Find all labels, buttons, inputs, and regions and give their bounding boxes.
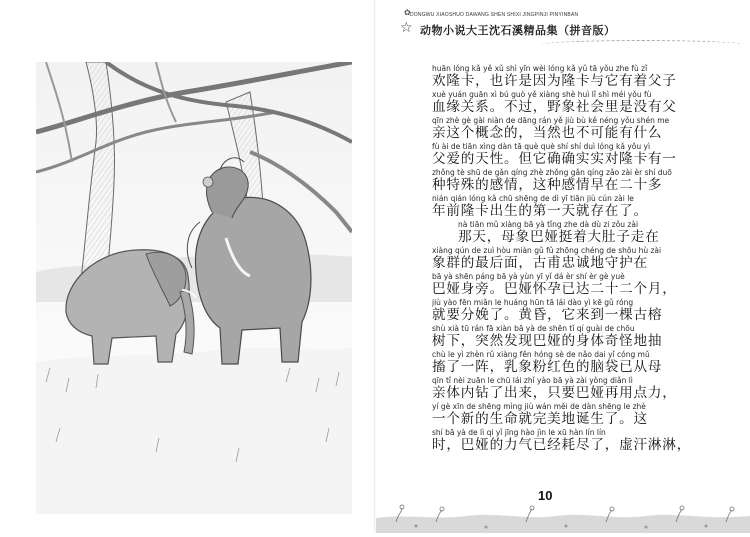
series-pinyin: DONGWU XIAOSHUO DAWANG SHEN SHIXI JINGPINJI PINYINBAN: [410, 12, 579, 18]
pinyin-line: fù ài de tiān xìng dàn tā què què shí shí duì lóng kǎ yǒu yì: [432, 142, 651, 151]
pinyin-line: shù xià tū rán fā xiàn bā yà de shēn tǐ qí guài de chōu: [432, 324, 635, 333]
chinese-line: 时，巴娅的力气已经耗尽了，虚汗淋淋，: [432, 437, 692, 453]
chinese-line: 种特殊的感情，这种感情早在二十多: [432, 177, 663, 193]
star-icon: ☆: [400, 20, 413, 36]
pinyin-line: nà tiān mǔ xiàng bā yà tǐng zhe dà dù zi zǒu zài: [458, 220, 639, 229]
pinyin-line: shí bā yà de lì qi yǐ jīng hào jìn le xū hàn lín lín: [432, 428, 606, 437]
elephants-illustration: [36, 62, 352, 514]
chinese-line: 亲体内钻了出来，只要巴娅再用点力，: [432, 385, 677, 401]
text-line: [432, 350, 688, 376]
pinyin-line: zhǒng tè shū de gǎn qíng zhè zhǒng gǎn qíng zǎo zài èr shí duō: [432, 168, 672, 177]
page-gutter: [374, 0, 376, 533]
pinyin-line: yí gè xīn de shēng mìng jiù wán měi de dàn shēng le zhè: [432, 402, 646, 411]
text-line: [432, 90, 688, 116]
series-title: 动物小说大王沈石溪精品集（拼音版）: [420, 24, 616, 37]
chinese-line: 亲这个概念的，当然也不可能有什么: [432, 125, 663, 141]
text-line: [432, 116, 688, 142]
text-line: [432, 402, 688, 428]
text-line: [432, 142, 688, 168]
chinese-line: 年前隆卡出生的第一天就存在了。: [432, 203, 648, 219]
text-line: [432, 246, 688, 272]
story-text: [432, 64, 692, 454]
text-line: [432, 168, 688, 194]
chinese-line: 父爱的天性。但它确确实实对隆卡有一: [432, 151, 677, 167]
footer-decoration: [376, 500, 750, 533]
pinyin-line: jiù yào fēn miǎn le huáng hūn tā lái dào yì kē gǔ róng: [432, 298, 634, 307]
pinyin-line: chù le yì zhèn rǔ xiàng fěn hóng sè de nǎo dai yǐ cóng mǔ: [432, 350, 650, 359]
text-line: [432, 298, 688, 324]
text-line: [432, 220, 688, 246]
text-line: [432, 272, 688, 298]
header-decoration: [542, 40, 742, 49]
chinese-line: 血缘关系。不过，野象社会里是没有父: [432, 99, 677, 115]
page-header: [392, 4, 742, 54]
chinese-line: 树下，突然发现巴娅的身体奇怪地抽: [432, 333, 663, 349]
text-line: [432, 194, 688, 220]
text-line: [432, 376, 688, 402]
chinese-line: 欢隆卡，也许是因为隆卡与它有着父子: [432, 73, 677, 89]
pinyin-line: xuè yuán guān xì bú guò yě xiàng shè huì lǐ shì méi yǒu fù: [432, 90, 652, 99]
illustration-drawing: [36, 62, 352, 514]
pinyin-line: qīn zhè gè gài niàn de dāng rán yě jiù bù kě néng yǒu shén me: [432, 116, 670, 125]
chinese-line: 那天，母象巴娅挺着大肚子走在: [458, 229, 660, 245]
chinese-line: 就要分娩了。黄昏，它来到一棵古榕: [432, 307, 663, 323]
pinyin-line: nián qián lóng kǎ chū shēng de dì yī tiān jiù cún zài le: [432, 194, 634, 203]
pinyin-line: qīn tǐ nèi zuān le chū lái zhǐ yào bā yà zài yòng diǎn lì: [432, 376, 633, 385]
page-number: 10: [538, 488, 553, 503]
chinese-line: 象群的最后面，古甫忠诚地守护在: [432, 255, 648, 271]
text-line: [432, 324, 688, 350]
text-line: [432, 64, 688, 90]
pinyin-line: huān lóng kǎ yě xǔ shì yīn wèi lóng kǎ yǔ tā yǒu zhe fù zǐ: [432, 64, 648, 73]
text-line: [432, 428, 692, 454]
pinyin-line: xiàng qún de zuì hòu miàn gǔ fǔ zhōng chéng de shǒu hù zài: [432, 246, 662, 255]
chinese-line: 一个新的生命就完美地诞生了。这: [432, 411, 648, 427]
bird-icon: [203, 177, 213, 187]
pinyin-line: bā yà shēn páng bā yà yùn yī yǐ dá èr shí èr gè yuè: [432, 272, 625, 281]
chinese-line: 搐了一阵，乳象粉红色的脑袋已从母: [432, 359, 663, 375]
chinese-line: 巴娅身旁。巴娅怀孕已达二十二个月，: [432, 281, 677, 297]
swirl-icon: ✿: [404, 8, 411, 17]
